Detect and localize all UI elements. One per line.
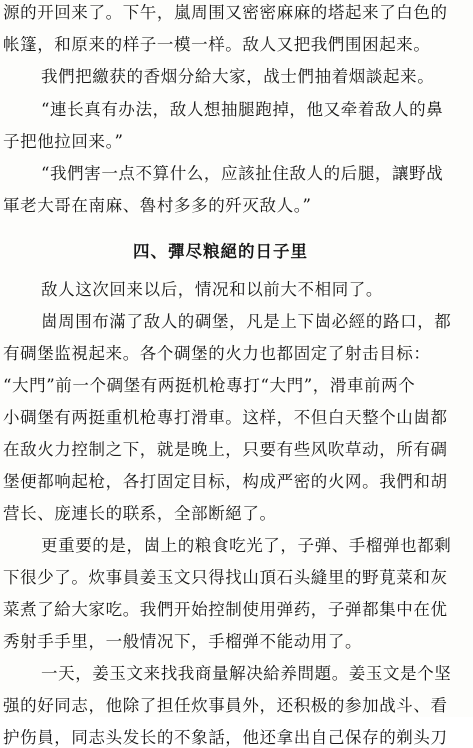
text-line: 一天，姜玉文来找我商量解决給养問題。姜玉文是个坚 — [41, 664, 452, 683]
text-line: “大門”前一个碉堡有两挺机枪專打“大門”，滑車前两个 — [3, 376, 416, 395]
text-line: 有碉堡监視起来。各个碉堡的火力也都固定了射击目标： — [3, 344, 431, 363]
text-line: 源的开回来了。下午，嵐周围又密密麻麻的塔起来了白色的 — [3, 3, 448, 22]
text-line: 更重要的是，崮上的粮食吃光了，子弹、手榴弹也都剩 — [41, 536, 452, 555]
text-line: 軍老大哥在南麻、魯村多多的歼灭敌人。” — [3, 196, 312, 215]
text-line: “連长真有办法，敌人想抽腿跑掉，他又牵着敌人的鼻 — [41, 100, 444, 119]
text-line: 在敌火力控制之下，就是晚上，只要有些风吹草动，所有碉 — [3, 440, 448, 459]
text-line: 崮周围布滿了敌人的碉堡，凡是上下崮必經的路口，都 — [41, 312, 452, 331]
text-line: 秀射手手里，一般情况下，手榴弹不能动用了。 — [3, 632, 363, 651]
text-line: 敌人这次回来以后，情况和以前大不相同了。 — [41, 280, 383, 299]
text-line: 强的好同志，他除了担任炊事員外，还积极的参加战斗、看 — [3, 696, 448, 715]
text-line: 下很少了。炊事員姜玉文只得找山頂石头縫里的野莧菜和灰 — [3, 568, 448, 587]
section-heading: 四、彈尽粮絕的日子里 — [133, 242, 308, 261]
text-line: “我們害一点不算什么，应該扯住敌人的后腿，讓野战 — [41, 164, 444, 183]
text-line: 小碉堡有两挺重机枪專打滑車。这样，不但白天整个山崮都 — [3, 408, 448, 427]
text-line: 帐篷，和原来的样子一模一样。敌人又把我們围困起来。 — [3, 35, 431, 54]
text-line: 堡便都响起枪，各打固定目标，构成严密的火网。我們和胡 — [3, 472, 448, 491]
text-line: 营长、庞連长的联系，全部断絕了。 — [3, 504, 277, 523]
text-line: 子把他拉回来。” — [3, 132, 124, 151]
text-line: 护伤員，同志头发长的不象話，他还拿出自己保存的剃头刀 — [3, 728, 448, 747]
text-line: 我們把繳获的香烟分給大家，战士們抽着烟談起来。 — [41, 67, 435, 86]
text-line: 菜煮了給大家吃。我們开始控制使用弹药，子弹都集中在优 — [3, 600, 448, 619]
